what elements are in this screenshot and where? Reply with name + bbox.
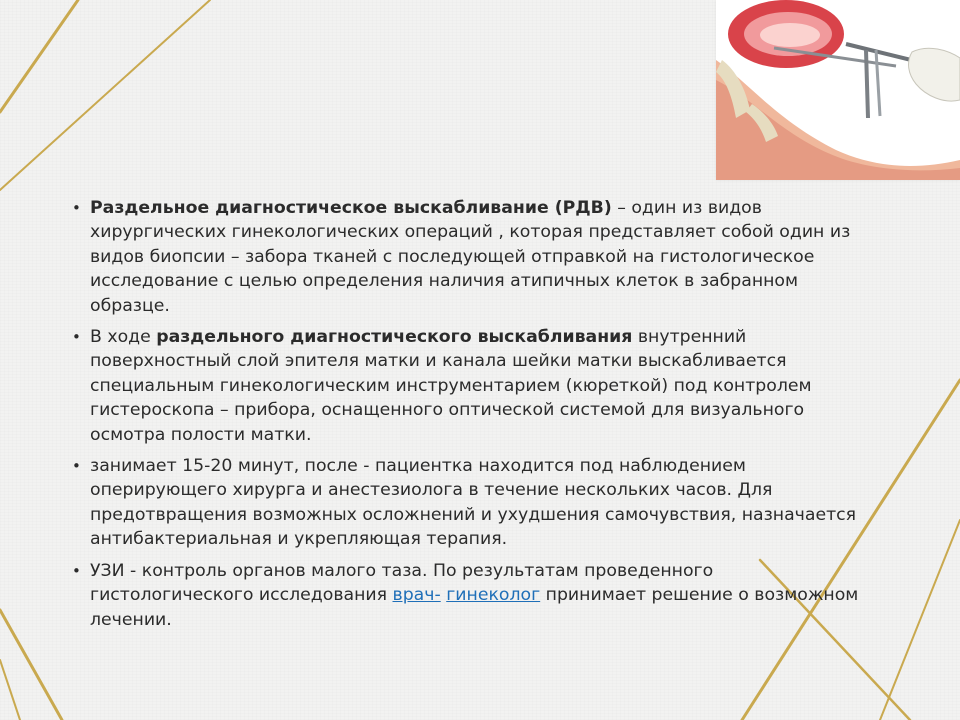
term-bold: Раздельное диагностическое выскабливание (РДВ)	[90, 198, 612, 218]
paragraph-text: занимает 15-20 минут, после - пациентка находится под наблюдением оперирующего хирурга и анестезиолога в течение нескольких часов. Для предотвращения возможных осложнений и ухудшения самочувствия, назначается антибактериальная и укрепляющая терапия.	[90, 456, 857, 550]
gold-line	[880, 520, 960, 720]
medical-illustration	[716, 0, 960, 180]
term-bold: раздельного диагностического выскабливания	[156, 327, 633, 348]
speculum	[876, 50, 880, 116]
paragraph-text: УЗИ - контроль органов малого таза. По результатам проведенного гистологического исследования	[90, 560, 714, 606]
bullet-icon: •	[72, 457, 81, 476]
paragraph-text: внутренний поверхностный слой эпителя матки и канала шейки матки выскабливается специальным гинекологическим инструментарием (кюреткой) под контролем гистероскопа – прибора, оснащенного оптической системой для визуального осмотра полости матки.	[90, 327, 812, 445]
bullet-list	[72, 196, 872, 639]
doctor-link[interactable]: врач-	[392, 585, 441, 606]
list-item	[72, 454, 872, 552]
list-item	[72, 196, 872, 318]
gynecologist-link[interactable]: гинеколог	[446, 585, 541, 606]
gold-line	[0, 610, 62, 720]
bullet-icon: •	[72, 561, 81, 580]
bullet-icon: •	[72, 199, 81, 217]
gloved-hand	[909, 48, 960, 101]
gold-line	[0, 0, 78, 112]
paragraph-text: – один из видов хирургических гинекологических операций , которая представляет собой один из видов биопсии – забора тканей с последующей отправкой на гистологическое исследование с целью определения наличия атипичных клеток в забранном образце.	[90, 198, 851, 316]
paragraph-text: В ходе	[90, 327, 157, 348]
list-item	[72, 325, 872, 447]
gold-line	[0, 0, 210, 190]
speculum	[866, 50, 868, 118]
paragraph-text: принимает решение о возможном лечении.	[90, 585, 859, 630]
gold-line	[0, 660, 20, 720]
uterus-inner	[760, 23, 820, 47]
bullet-icon: •	[72, 328, 81, 347]
list-item	[72, 559, 872, 632]
